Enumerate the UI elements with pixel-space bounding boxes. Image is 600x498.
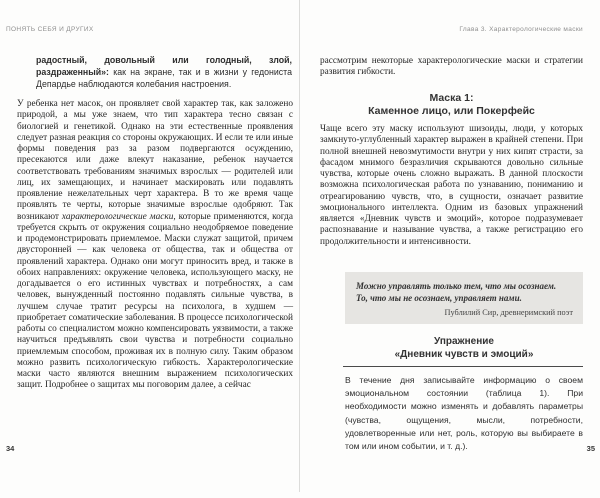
exercise-heading xyxy=(345,336,583,361)
quote-box xyxy=(345,272,583,324)
page-number-left: 34 xyxy=(6,444,15,453)
mask-heading xyxy=(320,92,583,117)
lead-paragraph-bold: радостный, довольный или голодный, злой, раздраженный»: xyxy=(36,55,292,77)
left-body-part2: , которые применяются, когда требуется скрыть от окружения социально неодобряемое поведение и продемонстрировать приемлемое. Маски служат защитой, причем двусторонней — как человека от общества, так и общества от проявлений характера. Однако они могут приносить вред, и также в обоих направлениях: окружение человека, использующего маску, не догадывается о его истинных чувствах и потребностях, а сам человек, вынужденный постоянно подавлять сильные чувства, в лучшем случае тратит ресурсы на психолога, в худшем — приобретает соматические заболевания. В процессе психологической работы со специалистом можно компенсировать уязвимости, а также научиться предъявлять свои чувства и потребности социально приемлемым способом, проживая их в полную силу. Таким образом можно развить психологическую гибкость. Характерологические маски часто являются внешним выражением психологических защит. Подробнее о защитах мы поговорим далее, а сейчас xyxy=(17,211,294,391)
exercise-heading-line1: Упражнение xyxy=(434,336,494,347)
exercise-body-paragraph: В течение дня записывайте информацию о своем эмоциональном состоянии (таблица 1). При необходимости можно изменять и добавлять параметры (чувства, ощущения, мысли, потребности, удовлетворенные или нет, роль, которую вы выбираете в том или ином событии, и т. д.). xyxy=(345,375,583,452)
mask-body-paragraph: Чаще всего эту маску используют шизоиды, люди, у которых замкнуто-углубленный характер выражен в крайней степени. При полной внешней невозмутимости внутри у них кипят страсти, за фасадом мнимого безразличия скрываются довольно сильные чувства, которые очень сложно выражать. В данной плоскости возможна психологическая работа по узнаванию, пониманию и отреагированию чувств, что, в сущности, означает развитие эмоционального интеллекта. Одним из базовых упражнений является «Дневник чувств и эмоций», которое подразумевает распознавание и называние чувства, а также регистрацию его продолжительности и интенсивности. xyxy=(320,124,583,247)
quote-line-2: То, что мы не осознаем, управляет нами. xyxy=(356,293,522,303)
left-body-part1: У ребенка нет масок, он проявляет свой характер так, как заложено природой, а мы уже знаем, что тип характера тесно связан с биологией и генетикой. Однако на эти естественные проявления следует разная реакция со стороны окружающих. И если те или иные формы поведения раз за разом подвергаются осуждению, пресекаются или даже влекут наказание, ребенок научается соответствовать требованиям значимых взрослых — родителей или лиц, их замещающих, и начинает маскировать или подавлять проявление нежелательных черт характера. В то же время чаще проявлять те черты, которые значимые взрослые одобряют. Так возникают xyxy=(17,99,293,222)
exercise-divider xyxy=(343,366,583,367)
running-head-right: Глава 3. Характерологические маски xyxy=(459,26,583,33)
exercise-heading-line2: «Дневник чувств и эмоций» xyxy=(394,348,534,360)
quote-attribution: Публилий Сир, древнеримский поэт xyxy=(444,308,573,317)
lead-paragraph-regular: как на экране, так и в жизни у гедониста Депардье наблюдаются колебания настроения. xyxy=(36,67,292,89)
page-number-right: 35 xyxy=(586,444,595,453)
intro-paragraph: рассмотрим некоторые характерологические маски и стратегии развития гибкости. xyxy=(320,56,583,78)
lead-paragraph xyxy=(36,54,292,90)
mask-heading-line2: Каменное лицо, или Покерфейс xyxy=(368,104,535,117)
running-head-left: ПОНЯТЬ СЕБЯ И ДРУГИХ xyxy=(6,26,94,33)
page-right xyxy=(300,0,600,498)
left-body-paragraph xyxy=(17,99,293,392)
mask-heading-line1: Маска 1: xyxy=(429,92,474,104)
left-body-italic-phrase: характерологические маски xyxy=(61,211,174,222)
quote-line-1: Можно управлять только тем, что мы осознаем. xyxy=(356,281,557,291)
